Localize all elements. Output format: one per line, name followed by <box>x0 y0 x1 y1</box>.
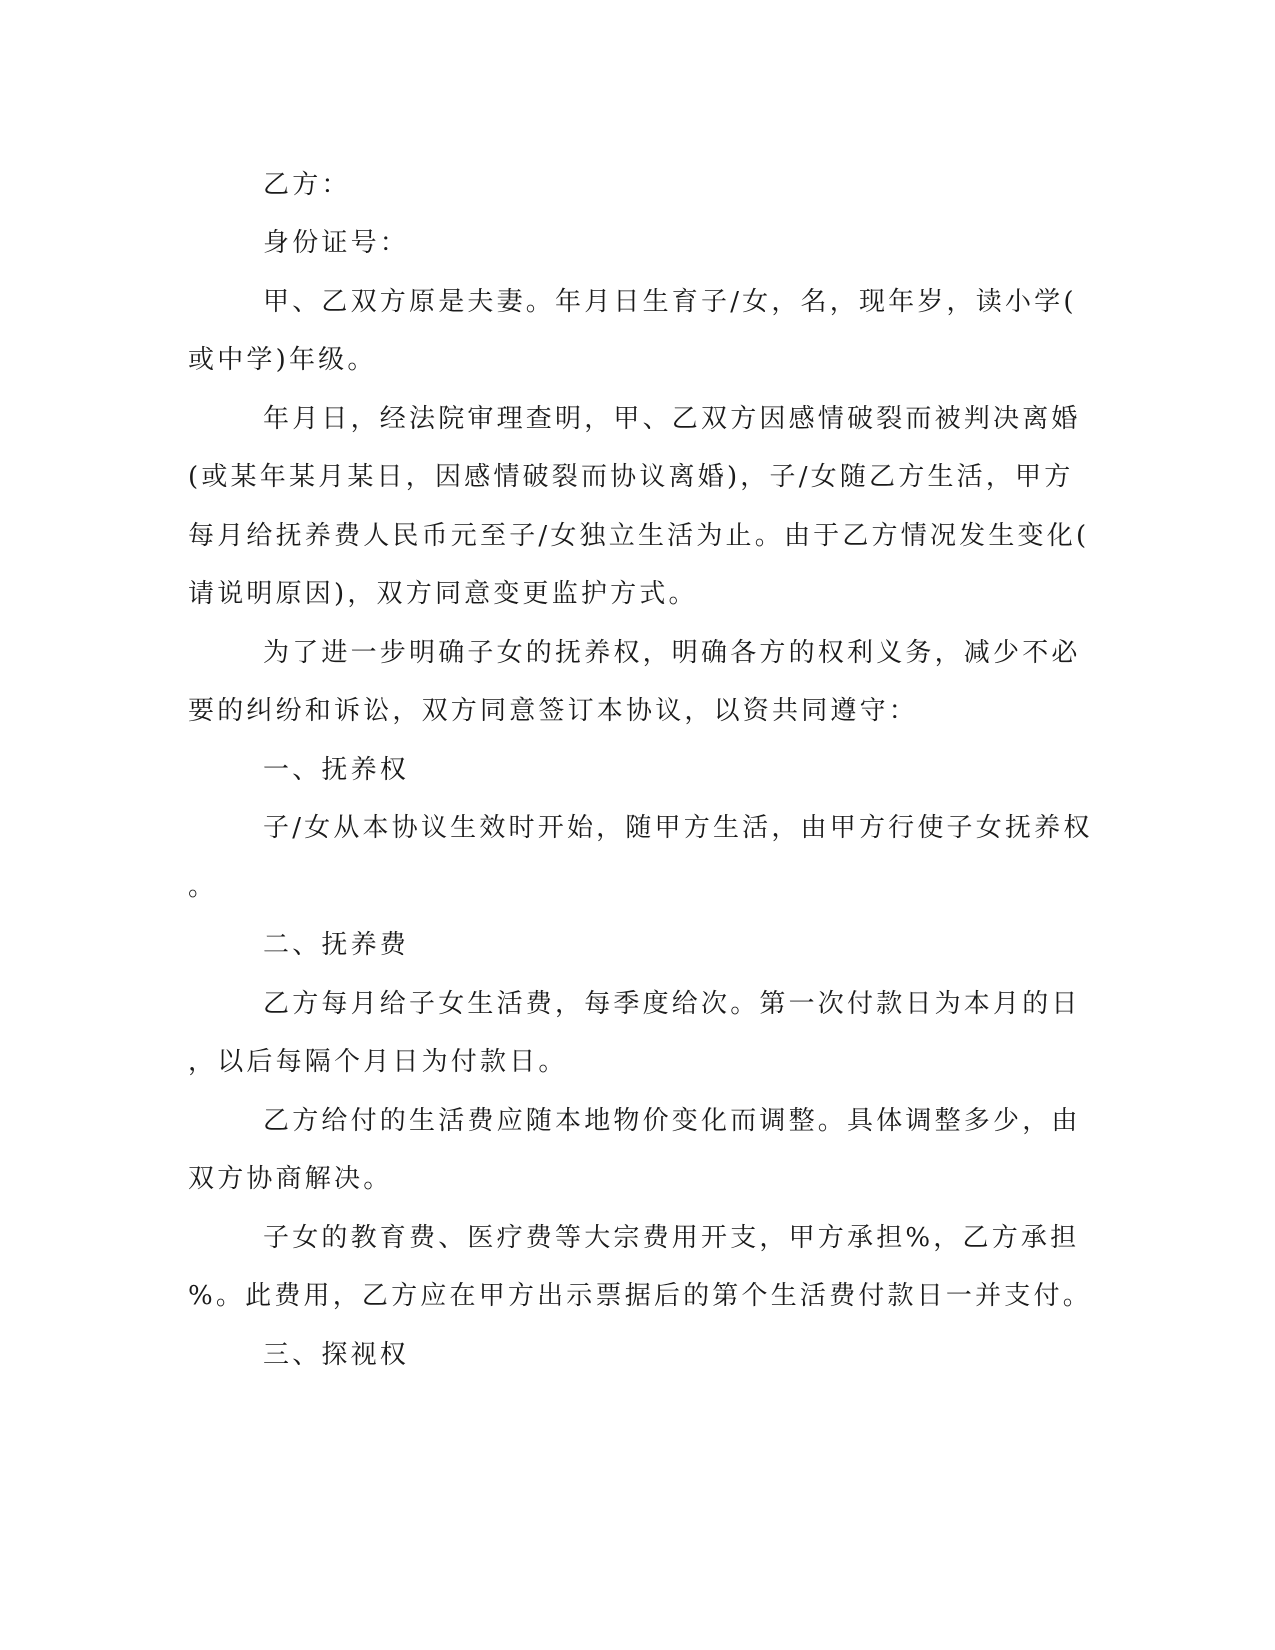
section-heading-visitation: 三、探视权 <box>263 1340 410 1370</box>
id-number-label: 身份证号： <box>263 228 410 258</box>
paragraph-line: 子女的教育费、医疗费等大宗费用开支，甲方承担%，乙方承担 <box>263 1223 1080 1253</box>
paragraph-line: 双方协商解决。 <box>188 1164 393 1194</box>
paragraph-line: 乙方每月给子女生活费，每季度给次。第一次付款日为本月的日 <box>263 989 1081 1019</box>
section-heading-custody: 一、抚养权 <box>263 755 410 785</box>
paragraph-line: (或某年某月某日，因感情破裂而协议离婚)，子/女随乙方生活，甲方 <box>188 462 1074 492</box>
paragraph-line: 为了进一步明确子女的抚养权，明确各方的权利义务，减少不必 <box>263 638 1081 668</box>
paragraph-line: 请说明原因)，双方同意变更监护方式。 <box>188 579 698 609</box>
paragraph-line: 年月日，经法院审理查明，甲、乙双方因感情破裂而被判决离婚 <box>263 404 1081 434</box>
paragraph-line: 甲、乙双方原是夫妻。年月日生育子/女，名，现年岁，读小学( <box>263 287 1077 317</box>
paragraph-line: %。此费用，乙方应在甲方出示票据后的第个生活费付款日一并支付。 <box>188 1281 1092 1311</box>
paragraph-line: 要的纠纷和诉讼，双方同意签订本协议，以资共同遵守： <box>188 696 919 726</box>
paragraph-line: 。 <box>188 872 218 902</box>
paragraph-line: 子/女从本协议生效时开始，随甲方生活，由甲方行使子女抚养权 <box>263 813 1093 843</box>
party-b-label: 乙方： <box>263 170 351 200</box>
paragraph-line: ，以后每隔个月日为付款日。 <box>188 1047 568 1077</box>
section-heading-support-fee: 二、抚养费 <box>263 930 410 960</box>
paragraph-line: 乙方给付的生活费应随本地物价变化而调整。具体调整多少，由 <box>263 1106 1081 1136</box>
paragraph-line: 或中学)年级。 <box>188 345 377 375</box>
paragraph-line: 每月给抚养费人民币元至子/女独立生活为止。由于乙方情况发生变化( <box>188 521 1090 551</box>
